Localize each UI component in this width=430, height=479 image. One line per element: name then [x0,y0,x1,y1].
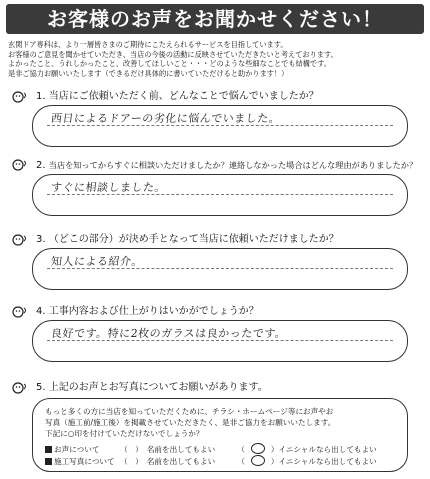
question-text: 当店を知ってからすぐに相談いただけましたか？連絡しなかった場合はどんな理由がありましたか？ [48,160,418,170]
consent-row-label: お声について [54,445,100,454]
question-text: 当店にご依頼いただく前、どんなことで悩んでいましたか？ [48,91,319,102]
intro-line: よかったこと、うれしかったこと、改善してほしいこと・・・どのような些細なことでも結構です。 [8,59,331,69]
answer-text: 良好です。特に2枚のガラスは良かったです。 [50,327,288,340]
person-thinking-icon [12,305,28,319]
consent-line: もっと多くの方に当店を知っていただくために、チラシ・ホームページ等にお声やお [45,407,334,416]
question-2-title [36,158,426,173]
consent-box [32,398,408,472]
question-number: 3. [36,234,46,245]
question-number: 2. [36,160,46,171]
answer-text: 西日によるドアーの劣化に悩んでいました。 [50,112,281,125]
answer-text: すぐに相談しました。 [50,181,167,194]
person-thinking-icon [12,381,28,395]
person-thinking-icon [12,90,28,104]
question-number: 4. [36,306,46,317]
option-open-paren: （ [237,445,245,454]
option-open-paren: （ [237,457,245,466]
question-number: 1. [36,91,46,102]
circle-mark-icon[interactable] [251,443,265,454]
question-text: 上記のお声とお写真についてお願いがあります。 [48,382,268,393]
consent-line: 下記に○印を付けていただけないでしょうか？ [45,429,204,438]
question-4-title [36,305,426,319]
option-initials-ok: ）イニシャルなら出してもよい [270,445,377,454]
answer-box-3 [32,248,408,290]
checkbox-name-option[interactable]: （ ） [120,445,143,454]
question-text: 工事内容および仕上がりはいかがでしょうか？ [48,306,259,317]
intro-line: 玄関ドア専科は、より一層皆さまのご期待にこたえられるサービスを目指しています。 [8,40,288,49]
answer-box-1 [32,105,408,147]
question-text: （どこの部分）が決め手となって当店に依頼いただけましたか？ [48,234,339,245]
intro-text [8,40,424,78]
question-1-title [36,90,426,104]
answer-box-2 [32,174,408,216]
intro-line: 是非ご協力お願いいたします（できるだけ具体的に書いていただけると助かります！） [8,68,289,78]
option-name-ok: 名前を出してもよい [146,457,216,466]
person-thinking-icon [12,158,28,172]
question-number: 5. [36,382,46,393]
person-thinking-icon [12,233,28,247]
consent-line: 写真（施工前/施工後）を掲載させていただきたく、是非ご協力をお願いいたします。 [45,418,336,427]
checkbox-name-option[interactable]: （ ） [120,457,143,466]
consent-text [45,406,397,439]
answer-box-4 [32,320,408,362]
answer-text: 知人による紹介。 [50,255,144,268]
bullet-square-icon [45,446,52,453]
question-3-title [36,233,426,247]
option-name-ok: 名前を出してもよい [146,445,216,454]
consent-row-photo [45,455,405,467]
circle-mark-icon[interactable] [251,455,265,466]
page-title: お客様のお声をお聞かせください！ [6,4,424,34]
option-initials-ok: ）イニシャルなら出してもよい [270,457,377,466]
consent-row-voice [45,443,405,455]
question-5-title [36,381,426,395]
intro-line: お客様のご意見を聞かせていただき、当店の今後の活動に反映させていただきたいと考えております。 [8,49,338,59]
consent-row-label: 施工写真について [54,457,115,466]
bullet-square-icon [45,458,52,465]
